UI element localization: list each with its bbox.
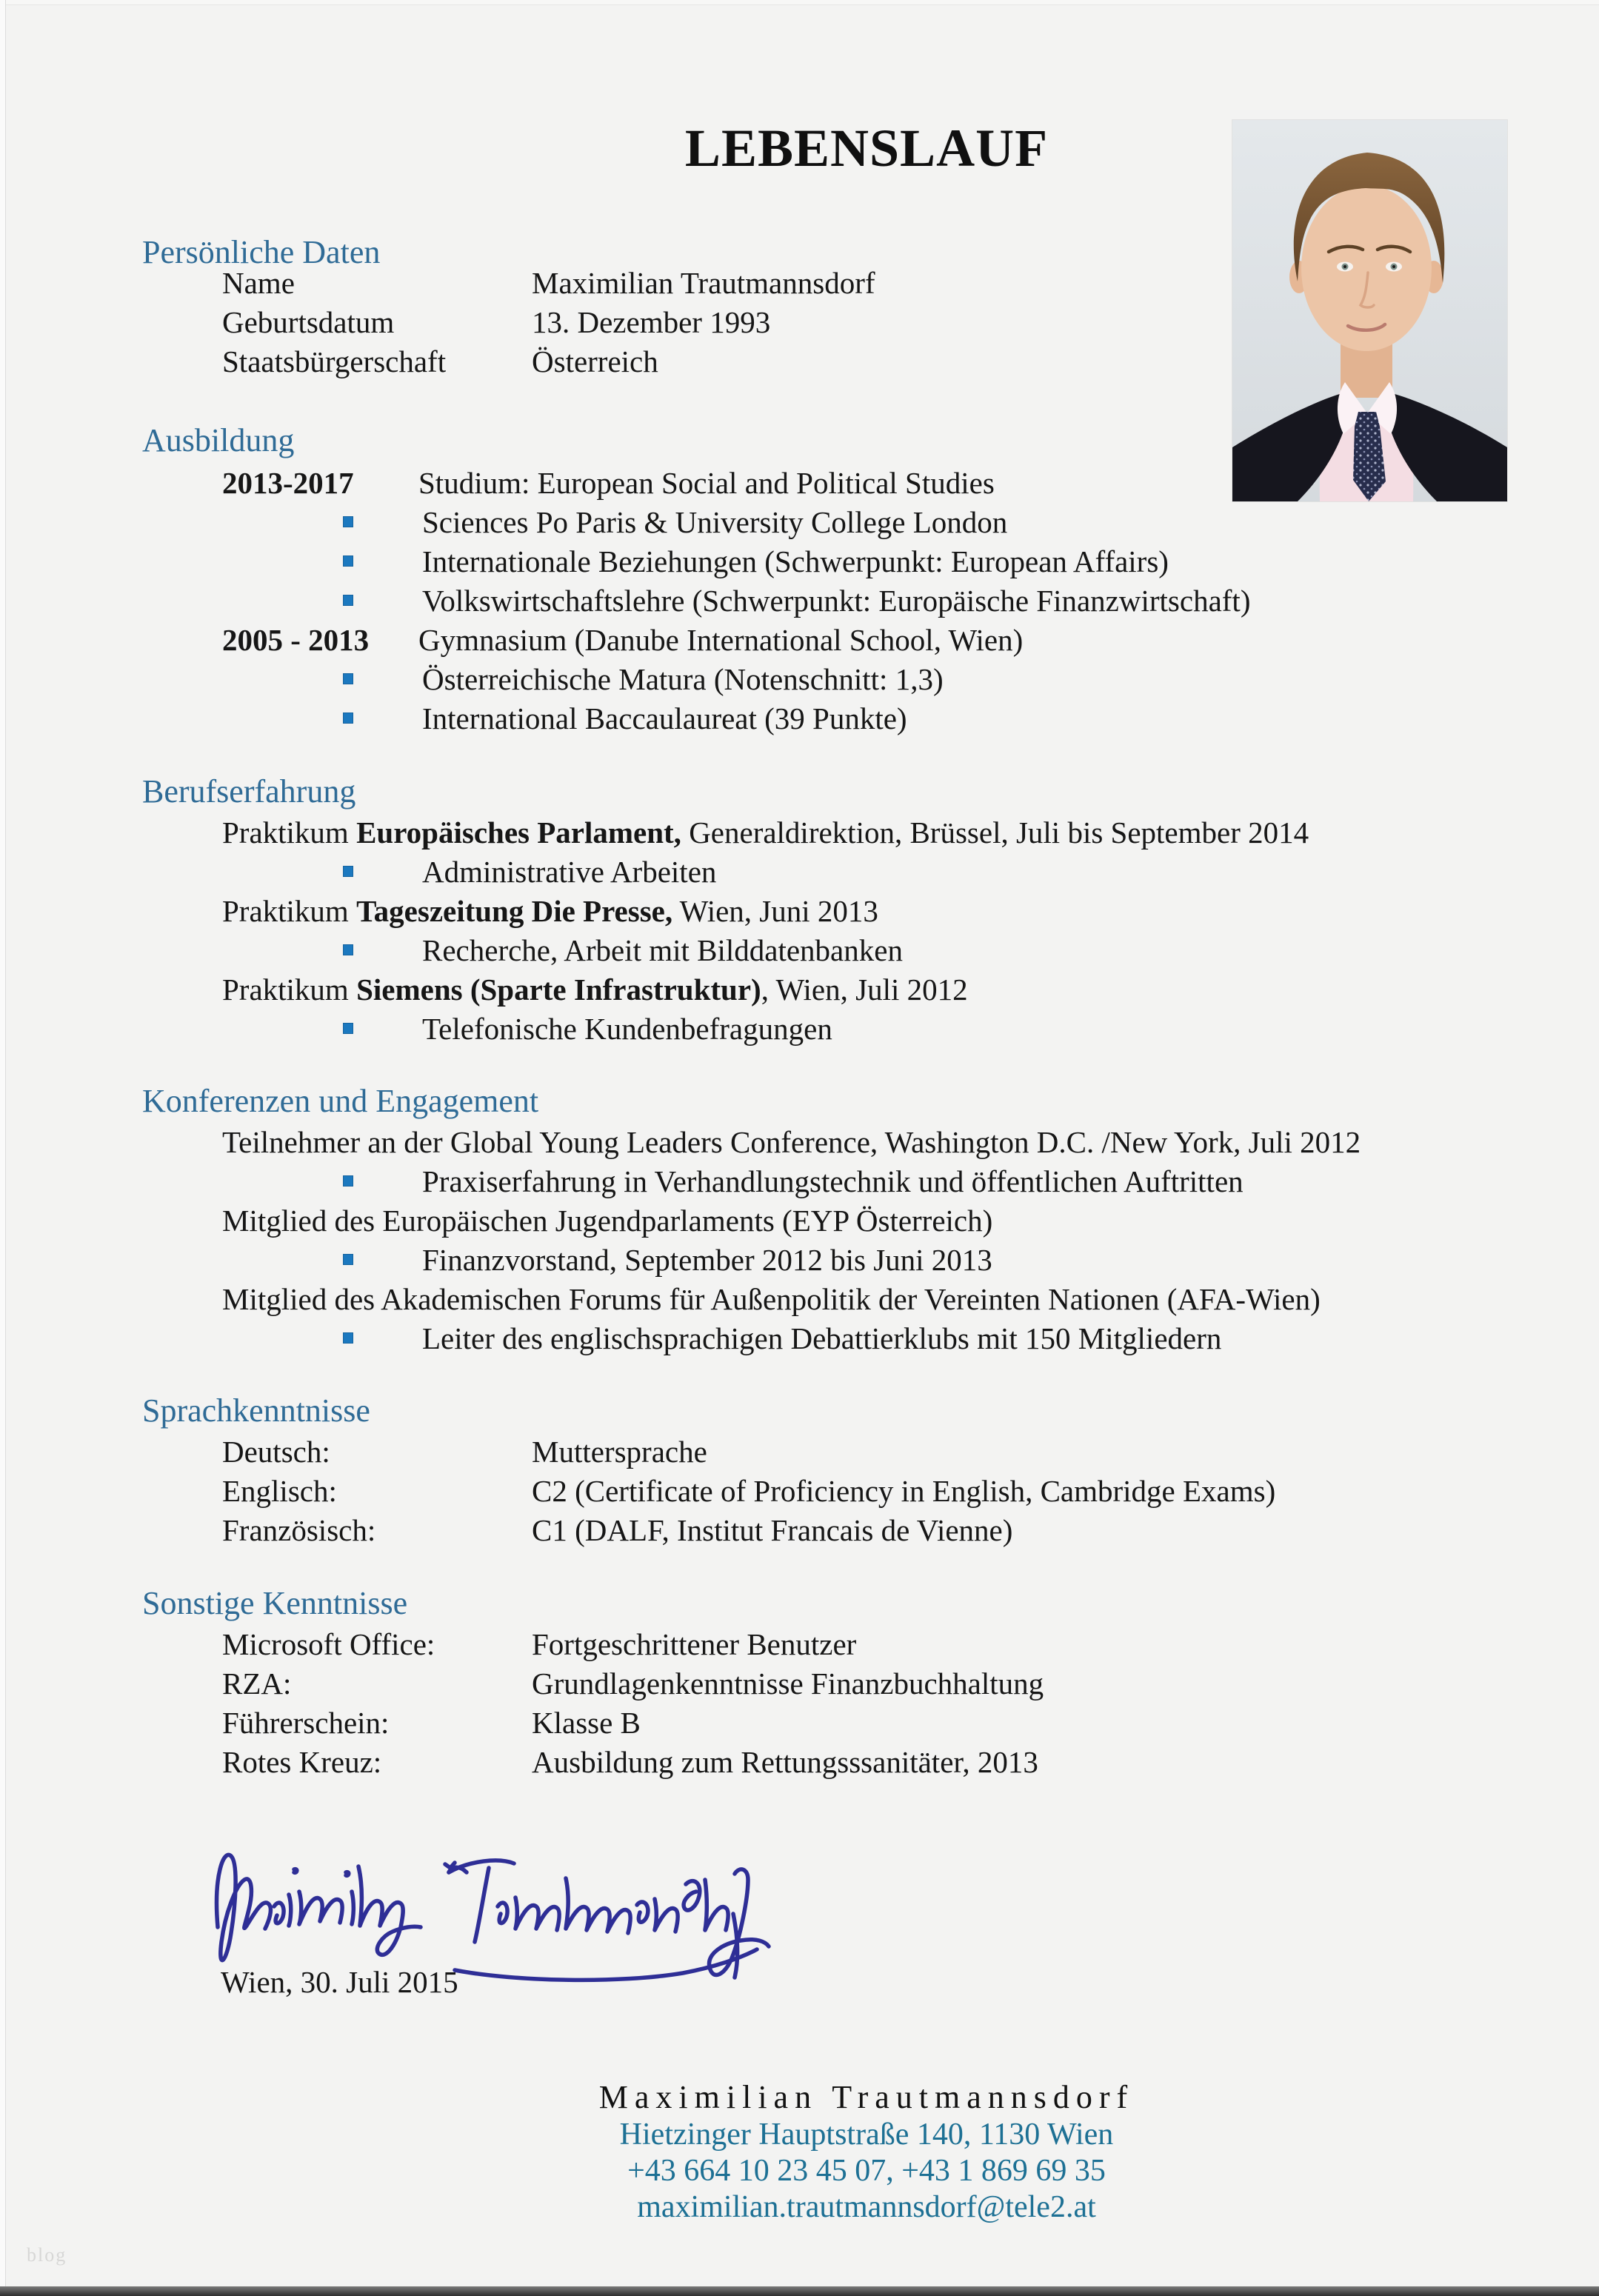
education-bullet-row xyxy=(0,660,1599,699)
experience-prefix: Praktikum xyxy=(222,894,357,928)
section-heading-other-skills: Sonstige Kenntnisse xyxy=(142,1585,408,1621)
education-bullet-text: Österreichische Matura (Notenschnitt: 1,3) xyxy=(422,662,944,696)
experience-employer: Siemens (Sparte Infrastruktur) xyxy=(356,972,761,1007)
personal-row xyxy=(0,264,1599,303)
language-label: Englisch: xyxy=(222,1474,337,1508)
language-value: Muttersprache xyxy=(532,1435,707,1469)
other-skill-label: RZA: xyxy=(222,1666,292,1701)
language-row xyxy=(0,1432,1599,1472)
other-skill-label: Rotes Kreuz: xyxy=(222,1745,382,1779)
footer-email: maximilian.trautmannsdorf@tele2.at xyxy=(637,2190,1096,2224)
experience-detail: , Wien, Juli 2012 xyxy=(761,972,968,1007)
other-skill-row xyxy=(0,1703,1599,1743)
language-row xyxy=(0,1472,1599,1511)
engagement-bullet-text: Leiter des englischsprachigen Debattierklubs mit 150 Mitgliedern xyxy=(422,1321,1222,1355)
experience-entry xyxy=(222,813,1309,852)
bullet-square-icon xyxy=(343,1175,353,1187)
education-bullet-row xyxy=(0,581,1599,621)
language-row xyxy=(0,1511,1599,1550)
personal-rows xyxy=(0,264,1599,381)
engagement-entry: Mitglied des Europäischen Jugendparlaments (EYP Österreich) xyxy=(222,1204,993,1238)
experience-entry xyxy=(222,892,878,931)
engagement-entry-row xyxy=(0,1123,1599,1162)
other-skills-rows xyxy=(0,1625,1599,1782)
other-skill-row xyxy=(0,1664,1599,1703)
footer-address: Hietzinger Hauptstraße 140, 1130 Wien xyxy=(619,2118,1114,2152)
experience-prefix: Praktikum xyxy=(222,815,357,850)
other-skill-label: Microsoft Office: xyxy=(222,1627,435,1661)
engagement-bullet-row xyxy=(0,1319,1599,1358)
experience-bullet-row xyxy=(0,852,1599,892)
other-skill-value: Fortgeschrittener Benutzer xyxy=(532,1627,857,1661)
section-heading-education: Ausbildung xyxy=(142,422,295,458)
bullet-square-icon xyxy=(343,673,353,684)
education-bullet-row xyxy=(0,699,1599,738)
experience-detail: Wien, Juni 2013 xyxy=(672,894,878,928)
language-label: Deutsch: xyxy=(222,1435,330,1469)
bullet-square-icon xyxy=(343,516,353,527)
experience-bullet-row xyxy=(0,931,1599,970)
education-date: 2005 - 2013 xyxy=(222,623,370,657)
language-label: Französisch: xyxy=(222,1513,376,1547)
footer-contact-block xyxy=(134,2078,1599,2226)
personal-row xyxy=(0,342,1599,381)
place-date-line: Wien, 30. Juli 2015 xyxy=(221,1965,458,1999)
language-value: C1 (DALF, Institut Francais de Vienne) xyxy=(532,1513,1013,1547)
experience-employer: Europäisches Parlament, xyxy=(356,815,681,850)
bullet-square-icon xyxy=(343,555,353,567)
engagement-entry: Mitglied des Akademischen Forums für Außenpolitik der Vereinten Nationen (AFA-Wien) xyxy=(222,1282,1321,1316)
language-value: C2 (Certificate of Proficiency in English, Cambridge Exams) xyxy=(532,1474,1276,1508)
page-title: LEBENSLAUF xyxy=(684,119,1049,178)
section-heading-languages: Sprachkenntnisse xyxy=(142,1392,370,1429)
bullet-square-icon xyxy=(343,1023,353,1034)
personal-label: Staatsbürgerschaft xyxy=(222,344,447,378)
languages-rows xyxy=(0,1432,1599,1550)
other-skill-value: Ausbildung zum Rettungsssanitäter, 2013 xyxy=(532,1745,1038,1779)
page-edge-top xyxy=(0,0,1599,5)
engagement-entry-row xyxy=(0,1280,1599,1319)
personal-label: Name xyxy=(222,266,295,300)
education-date: 2013-2017 xyxy=(222,466,354,500)
engagement-entry: Teilnehmer an der Global Young Leaders Conference, Washington D.C. /New York, Juli 2012 xyxy=(222,1125,1361,1159)
engagement-bullet-row xyxy=(0,1241,1599,1280)
experience-prefix: Praktikum xyxy=(222,972,357,1007)
experience-entry xyxy=(222,970,968,1009)
bottom-scan-bar xyxy=(0,2286,1599,2296)
experience-entry-row xyxy=(0,970,1599,1009)
education-date-row xyxy=(0,621,1599,660)
education-bullet-text: International Baccaulaureat (39 Punkte) xyxy=(422,701,907,735)
education-rows xyxy=(0,464,1599,738)
experience-entry-row xyxy=(0,813,1599,852)
education-bullet-row xyxy=(0,503,1599,542)
engagement-bullet-text: Praxiserfahrung in Verhandlungstechnik und öffentlichen Auftritten xyxy=(422,1164,1244,1198)
section-heading-personal: Persönliche Daten xyxy=(142,234,381,270)
bullet-square-icon xyxy=(343,1332,353,1344)
section-heading-experience: Berufserfahrung xyxy=(142,773,356,810)
bullet-square-icon xyxy=(343,866,353,877)
section-heading-engagement: Konferenzen und Engagement xyxy=(142,1083,539,1119)
personal-row xyxy=(0,303,1599,342)
other-skill-label: Führerschein: xyxy=(222,1706,390,1740)
personal-label: Geburtsdatum xyxy=(222,305,395,339)
experience-bullet-text: Administrative Arbeiten xyxy=(422,855,717,889)
personal-value: 13. Dezember 1993 xyxy=(532,305,771,339)
experience-bullet-text: Telefonische Kundenbefragungen xyxy=(422,1012,832,1046)
other-skill-value: Grundlagenkenntnisse Finanzbuchhaltung xyxy=(532,1666,1044,1701)
bullet-square-icon xyxy=(343,595,353,606)
education-text: Studium: European Social and Political Studies xyxy=(418,466,995,500)
experience-rows xyxy=(0,813,1599,1049)
footer-name: Maximilian Trautmannsdorf xyxy=(598,2079,1135,2115)
education-text: Gymnasium (Danube International School, Wien) xyxy=(418,623,1024,657)
experience-bullet-row xyxy=(0,1009,1599,1049)
experience-detail: Generaldirektion, Brüssel, Juli bis September 2014 xyxy=(681,815,1309,850)
personal-value: Österreich xyxy=(532,344,658,378)
education-date-row xyxy=(0,464,1599,503)
experience-entry-row xyxy=(0,892,1599,931)
engagement-bullet-row xyxy=(0,1162,1599,1201)
experience-employer: Tageszeitung Die Presse, xyxy=(356,894,673,928)
engagement-rows xyxy=(0,1123,1599,1358)
education-bullet-text: Internationale Beziehungen (Schwerpunkt: European Affairs) xyxy=(422,544,1169,578)
education-bullet-text: Volkswirtschaftslehre (Schwerpunkt: Europäische Finanzwirtschaft) xyxy=(422,584,1251,618)
engagement-bullet-text: Finanzvorstand, September 2012 bis Juni 2013 xyxy=(422,1243,992,1277)
other-skill-row xyxy=(0,1625,1599,1664)
bullet-square-icon xyxy=(343,1254,353,1265)
education-bullet-text: Sciences Po Paris & University College London xyxy=(422,505,1008,539)
bullet-square-icon xyxy=(343,944,353,955)
experience-bullet-text: Recherche, Arbeit mit Bilddatenbanken xyxy=(422,933,903,967)
other-skill-row xyxy=(0,1743,1599,1782)
education-bullet-row xyxy=(0,542,1599,581)
footer-phone: +43 664 10 23 45 07, +43 1 869 69 35 xyxy=(627,2154,1106,2188)
watermark-text: blog xyxy=(27,2244,67,2266)
other-skill-value: Klasse B xyxy=(532,1706,641,1740)
personal-value: Maximilian Trautmannsdorf xyxy=(532,266,875,300)
bullet-square-icon xyxy=(343,713,353,724)
engagement-entry-row xyxy=(0,1201,1599,1241)
